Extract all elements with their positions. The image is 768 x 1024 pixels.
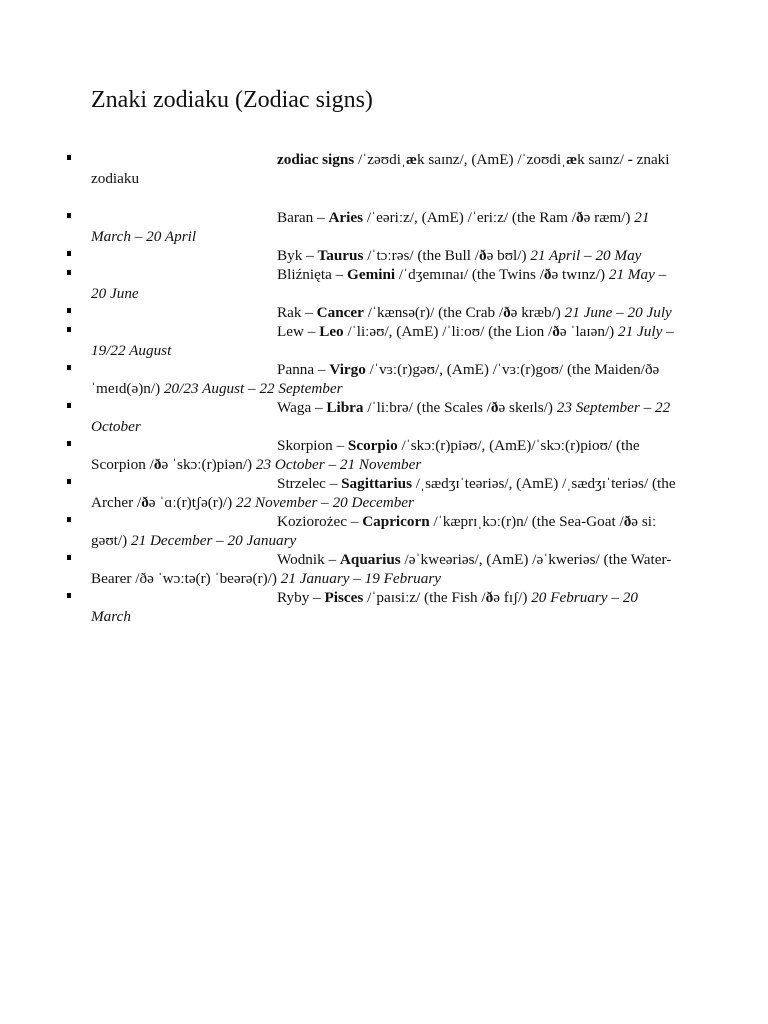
translation: znaki zodiaku (91, 151, 670, 187)
pronunciation: /ˈeəriːz/, (AmE) /ˈeriːz/ (the Ram / (363, 209, 577, 226)
english-name: Taurus (317, 247, 364, 264)
polish-name: Koziorożec (277, 513, 347, 530)
date-range: 23 October – 21 November (255, 456, 422, 473)
english-name: Cancer (316, 304, 364, 321)
english-name: Capricorn (362, 513, 430, 530)
date-range: 21 June – 20 July (564, 304, 672, 321)
bullet-icon (67, 517, 71, 522)
list-item (91, 512, 681, 550)
separator: – (325, 475, 342, 492)
polish-name: Bliźnięta (277, 266, 332, 283)
polish-name: Panna (277, 361, 315, 378)
pronunciation-rest: ə ˈlaɪən/) (559, 323, 619, 340)
english-name: Sagittarius (341, 475, 412, 492)
separator: – (332, 437, 348, 454)
separator: – (304, 323, 320, 340)
date-range: 20 February – 20 March (91, 589, 638, 625)
list-item (91, 246, 681, 265)
separator: – (313, 209, 329, 226)
bullet-icon (67, 479, 71, 484)
list-item (91, 208, 681, 246)
english-name: Virgo (329, 361, 366, 378)
polish-name: Strzelec (277, 475, 326, 492)
separator: – (331, 266, 348, 283)
pronunciation: /ˈdʒemɪnaɪ/ (the Twins / (395, 266, 544, 283)
bullet-icon (67, 270, 71, 275)
separator: – (347, 513, 363, 530)
bullet-icon (67, 327, 71, 332)
bullet-icon (67, 593, 71, 598)
english-name: Scorpio (347, 437, 398, 454)
list-item (91, 550, 681, 588)
separator: – (301, 304, 317, 321)
list-item (91, 474, 681, 512)
date-range: 20/23 August – 22 September (163, 380, 343, 397)
pronunciation: /ˈpaɪsiːz/ (the Fish / (363, 589, 486, 606)
date-range: 21 July – 19/22 August (91, 323, 674, 359)
list-item (91, 265, 681, 303)
bullet-icon (67, 155, 71, 160)
eth-glyph: ð (576, 209, 584, 226)
pronunciation: /ˈliːəʊ/, (AmE) /ˈliːoʊ/ (the Lion / (343, 323, 553, 340)
english-name: Aquarius (339, 551, 401, 568)
polish-name: Byk (277, 247, 303, 264)
english-name: Leo (319, 323, 344, 340)
eth-glyph: ð (543, 266, 552, 283)
eth-glyph: ð (141, 494, 149, 511)
pronunciation-rest: ə twɪnz/) (551, 266, 609, 283)
list-item (91, 398, 681, 436)
eth-glyph: ð (503, 304, 511, 321)
eth-glyph: ð (485, 589, 494, 606)
pronunciation-rest: ə bʊl/) (486, 247, 531, 264)
separator: – (302, 247, 318, 264)
english-name: Libra (326, 399, 364, 416)
bullet-icon (67, 308, 71, 313)
polish-name: Baran (277, 209, 314, 226)
polish-name: Wodnik (277, 551, 325, 568)
pronunciation-rest: ə ˈskɔː(r)piən/) (161, 456, 256, 473)
pronunciation: /ˈkænsə(r)/ (the Crab / (363, 304, 504, 321)
separator: – (314, 361, 330, 378)
eth-glyph: ð (153, 456, 162, 473)
separator: – (311, 399, 327, 416)
zodiac-list (91, 150, 681, 626)
pronunciation: /ˈliːbrə/ (the Scales / (363, 399, 491, 416)
pronunciation: /əˈkweəriəs/, (AmE) /əˈkweriəs/ (the Water-Bearer /ðə ˈwɔːtə(r) ˈbeərə(r)/) (91, 551, 672, 587)
page-title: Znaki zodiaku (Zodiac signs) (91, 87, 373, 113)
date-range: 21 March – 20 April (91, 209, 650, 245)
list-item (91, 588, 681, 626)
eth-glyph: ð (552, 323, 560, 340)
bullet-icon (67, 213, 71, 218)
list-item (91, 360, 681, 398)
polish-name: Ryby (277, 589, 310, 606)
eth-glyph: ð (490, 399, 499, 416)
bullet-icon (67, 403, 71, 408)
pronunciation-rest: ə kræb/) (510, 304, 565, 321)
pronunciation: /ˈtɔːrəs/ (the Bull / (363, 247, 479, 264)
english-name: Gemini (347, 266, 396, 283)
polish-name: Skorpion (277, 437, 333, 454)
date-range: 21 December – 20 January (130, 532, 297, 549)
polish-name: Waga (277, 399, 312, 416)
list-item-intro: zodiac signs /ˈzəʊdiˌæk saɪnz/, (AmE) /ˈzoʊdiˌæk saɪnz/ - znaki zodiaku (91, 150, 681, 188)
date-range: 21 May – 20 June (91, 266, 667, 302)
eth-glyph: ð (623, 513, 632, 530)
pronunciation-rest: ə ˈɑː(r)tʃə(r)/) (148, 494, 236, 511)
term-zodiac-signs: zodiac signs (277, 151, 355, 168)
pronunciation: /ˌsædʒɪˈteəriəs/, (AmE) /ˌsædʒɪˈteriəs/ (the Archer / (91, 475, 676, 511)
pronunciation: /ˈvɜː(r)gəʊ/, (AmE) /ˈvɜː(r)goʊ/ (the Maiden/ðə ˈmeɪd(ə)n/) (91, 361, 660, 397)
polish-name: Lew (277, 323, 304, 340)
pronunciation-rest: ə siː gəʊt/) (91, 513, 657, 549)
list-item (91, 436, 681, 474)
pronunciation-rest: ə ræm/) (583, 209, 635, 226)
bullet-icon (67, 365, 71, 370)
bullet-icon (67, 251, 71, 256)
pronunciation: /ˈkæprɪˌkɔː(r)n/ (the Sea-Goat / (429, 513, 624, 530)
list-item (91, 303, 681, 322)
date-range: 21 January – 19 February (280, 570, 442, 587)
polish-name: Rak (277, 304, 302, 321)
pronunciation-rest: ə skeɪls/) (498, 399, 557, 416)
english-name: Pisces (324, 589, 364, 606)
english-name: Aries (328, 209, 364, 226)
date-range: 23 September – 22 October (91, 399, 671, 435)
date-range: 21 April – 20 May (530, 247, 642, 264)
date-range: 22 November – 20 December (235, 494, 414, 511)
eth-glyph: ð (478, 247, 487, 264)
bullet-icon (67, 441, 71, 446)
bullet-icon (67, 555, 71, 560)
list-item (91, 322, 681, 360)
separator: – (324, 551, 340, 568)
pronunciation: /ˈskɔː(r)piəʊ/, (AmE)/ˈskɔː(r)pioʊ/ (the Scorpion / (91, 437, 640, 473)
separator: – (309, 589, 325, 606)
pronunciation-rest: ə fɪʃ/) (493, 589, 532, 606)
